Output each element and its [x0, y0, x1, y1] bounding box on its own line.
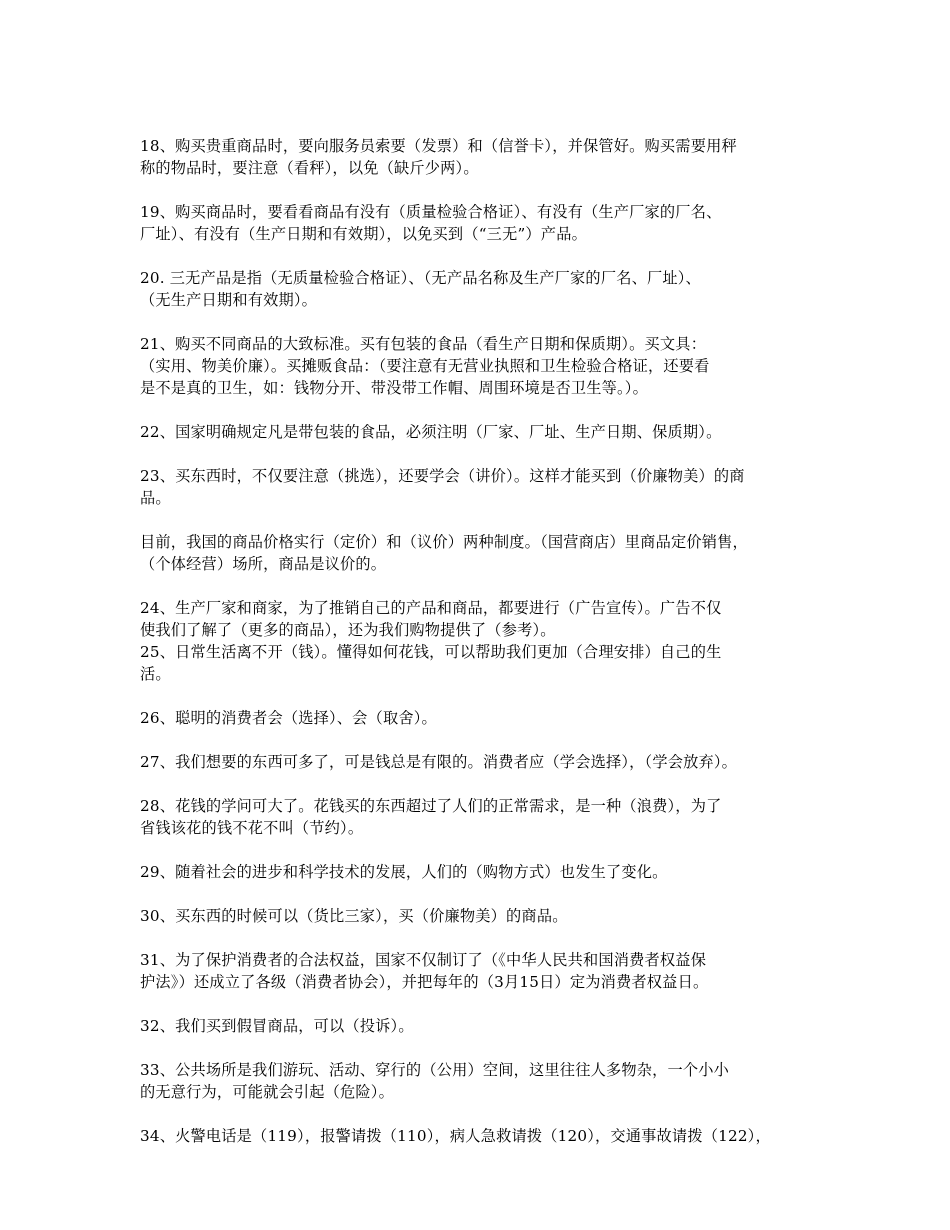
document-body	[140, 135, 820, 1169]
paragraph-27: 27、我们想要的东西可多了，可是钱总是有限的。消费者应（学会选择），（学会放弃）。	[140, 753, 738, 771]
paragraph-30: 30、买东西的时候可以（货比三家），买（价廉物美）的商品。	[140, 907, 568, 925]
paragraph-price-system: 目前，我国的商品价格实行（定价）和（议价）两种制度。（国营商店）里商品定价销售， （个体经营）场所，商品是议价的。	[140, 533, 748, 573]
paragraph-29: 29、随着社会的进步和科学技术的发展，人们的（购物方式）也发生了变化。	[140, 863, 668, 881]
paragraph-32: 32、我们买到假冒商品，可以（投诉）。	[140, 1017, 414, 1035]
paragraph-31: 31、为了保护消费者的合法权益，国家不仅制订了（《中华人民共和国消费者权益保 护法》）还成立了各级（消费者协会），并把每年的（3月15日）定为消费者权益日。	[140, 951, 709, 991]
paragraph-19: 19、购买商品时，要看看商品有没有（质量检验合格证）、有没有（生产厂家的厂名、 厂址）、有没有（生产日期和有效期），以免买到（“三无”）产品。	[140, 203, 722, 243]
paragraph-25: 25、日常生活离不开（钱）。懂得如何花钱，可以帮助我们更加（合理安排）自己的生 活。	[140, 643, 722, 683]
paragraph-26: 26、聪明的消费者会（选择）、会（取舍）。	[140, 709, 437, 727]
paragraph-24: 24、生产厂家和商家，为了推销自己的产品和商品，都要进行（广告宣传）。广告不仅 使我们了解了（更多的商品），还为我们购物提供了（参考）。	[140, 599, 722, 639]
paragraph-20: 20. 三无产品是指（无质量检验合格证）、（无产品名称及生产厂家的厂名、厂址）、 （无生产日期和有效期）。	[140, 269, 701, 309]
paragraph-21: 21、购买不同商品的大致标准。买有包装的食品（看生产日期和保质期）。买文具： （实用、物美价廉）。买摊贩食品：（要注意有无营业执照和卫生检验合格证，还要看 是不是真的卫生，如：钱物分开、带没带工作帽、周围环境是否卫生等。）。	[140, 335, 710, 397]
paragraph-33: 33、公共场所是我们游玩、活动、穿行的（公用）空间，这里往往人多物杂，一个小小 的无意行为，可能就会引起（危险）。	[140, 1061, 730, 1101]
paragraph-23: 23、买东西时，不仅要注意（挑选），还要学会（讲价）。这样才能买到（价廉物美）的商 品。	[140, 467, 745, 507]
paragraph-18: 18、购买贵重商品时，要向服务员索要（发票）和（信誉卡），并保管好。购买需要用秤 称的物品时，要注意（看秤），以免（缺斤少两）。	[140, 137, 737, 177]
paragraph-22: 22、国家明确规定凡是带包装的食品，必须注明（厂家、厂址、生产日期、保质期）。	[140, 423, 722, 441]
paragraph-34: 34、火警电话是（119），报警请拨（110），病人急救请拨（120），交通事故请拨（122），	[140, 1127, 771, 1145]
paragraph-28: 28、花钱的学问可大了。花钱买的东西超过了人们的正常需求，是一种（浪费），为了 省钱该花的钱不花不叫（节约）。	[140, 797, 722, 837]
